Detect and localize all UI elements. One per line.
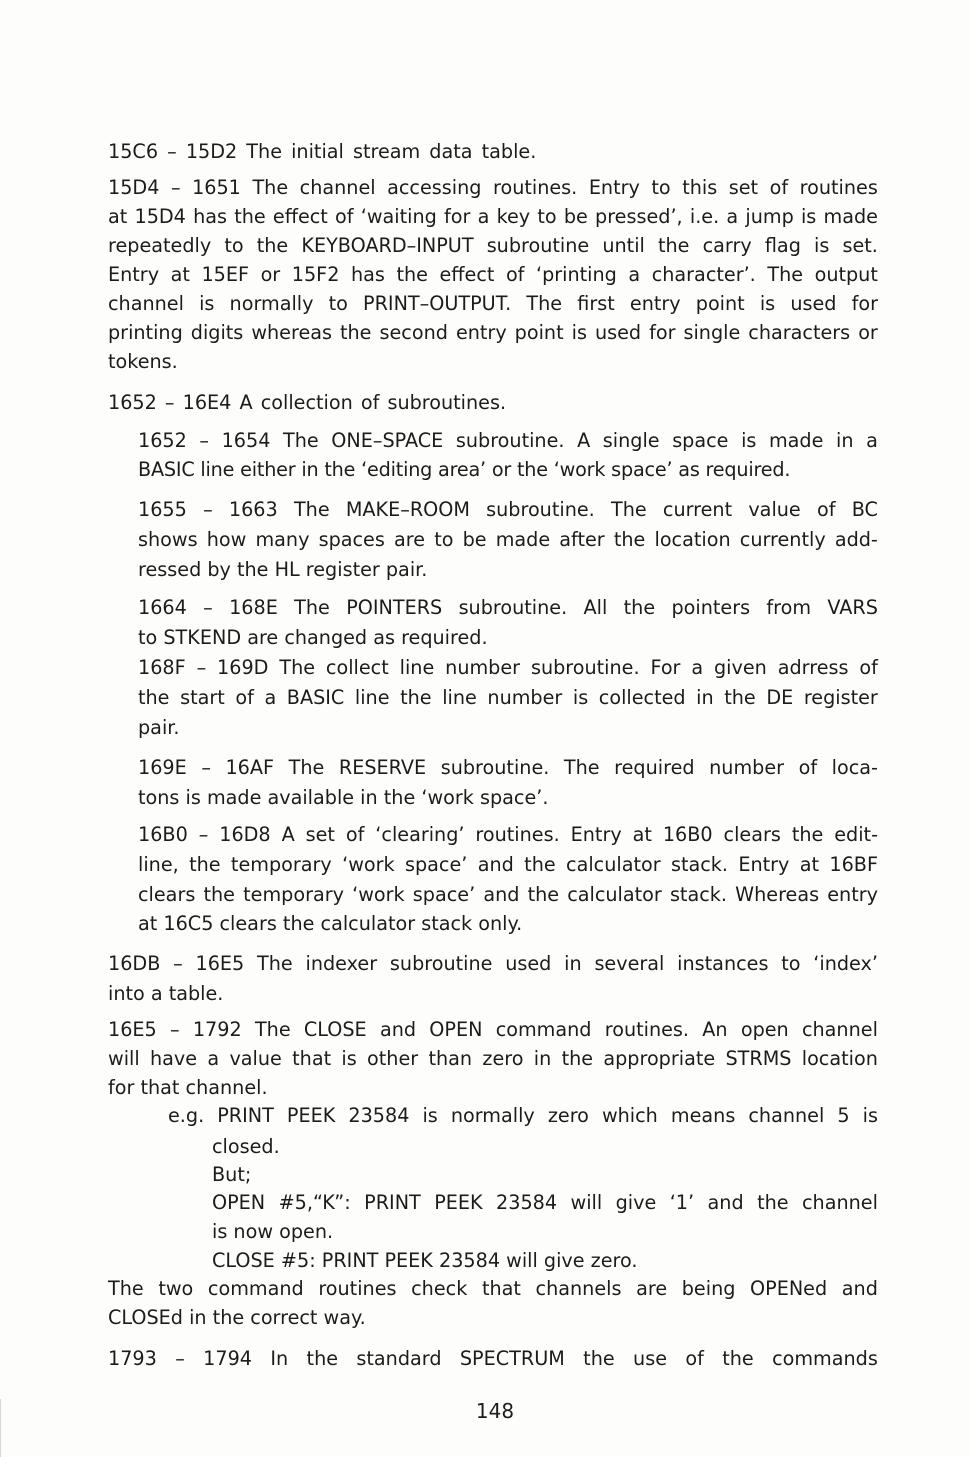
text-line: to STKEND are changed as required. [138,626,488,649]
text-line: into a table. [108,982,224,1005]
text-line: 15C6 – 15D2 The initial stream data table. [108,140,537,163]
text-line: 1652 – 16E4 A collection of subroutines. [108,391,507,414]
text-line: 1655 – 1663 The MAKE–ROOM subroutine. The current value of BC [138,498,878,521]
text-line: the start of a BASIC line the line number is collected in the DE register [138,686,878,709]
page-number: 148 [475,1399,515,1423]
text-line: 16DB – 16E5 The indexer subroutine used in several instances to ‘index’ [108,952,878,975]
text-line: at 15D4 has the effect of ‘waiting for a key to be pressed’, i.e. a jump is made [108,205,878,228]
text-line: 1793 – 1794 In the standard SPECTRUM the use of the commands [108,1347,878,1370]
text-line: will have a value that is other than zero in the appropriate STRMS location [108,1047,878,1070]
text-line: 16E5 – 1792 The CLOSE and OPEN command routines. An open channel [108,1018,878,1041]
text-line: Entry at 15EF or 15F2 has the effect of ‘printing a character’. The output [108,263,878,286]
text-line: closed. [212,1135,280,1158]
text-line: line, the temporary ‘work space’ and the calculator stack. Entry at 16BF [138,853,878,876]
text-line: repeatedly to the KEYBOARD–INPUT subroutine until the carry flag is set. [108,234,878,257]
text-line: 168F – 169D The collect line number subroutine. For a given adrress of [138,656,878,679]
text-line: 1652 – 1654 The ONE–SPACE subroutine. A single space is made in a [138,429,878,452]
text-line: channel is normally to PRINT–OUTPUT. The first entry point is used for [108,292,878,315]
text-line: for that channel. [108,1076,268,1099]
text-line: clears the temporary ‘work space’ and the calculator stack. Whereas entry [138,883,878,906]
text-line: tons is made available in the ‘work space’. [138,786,549,809]
text-line: tokens. [108,350,178,373]
text-line: OPEN #5,“K”: PRINT PEEK 23584 will give ‘1’ and the channel [212,1191,878,1214]
text-line: BASIC line either in the ‘editing area’ or the ‘work space’ as required. [138,458,791,481]
text-line: e.g. PRINT PEEK 23584 is normally zero which means channel 5 is [168,1104,878,1127]
text-line: 169E – 16AF The RESERVE subroutine. The required number of loca- [138,756,878,779]
text-line: is now open. [212,1220,334,1243]
text-line: The two command routines check that channels are being OPENed and [108,1277,878,1300]
text-line: CLOSEd in the correct way. [108,1306,366,1329]
page-edge-line [0,1399,1,1457]
text-line: printing digits whereas the second entry point is used for single characters or [108,321,878,344]
text-line: But; [212,1163,252,1186]
text-line: 15D4 – 1651 The channel accessing routines. Entry to this set of routines [108,176,878,199]
text-line: pair. [138,716,180,739]
text-line: ressed by the HL register pair. [138,558,428,581]
text-line: CLOSE #5: PRINT PEEK 23584 will give zero. [212,1249,638,1272]
text-line: shows how many spaces are to be made after the location currently add- [138,528,878,551]
text-line: 16B0 – 16D8 A set of ‘clearing’ routines. Entry at 16B0 clears the edit- [138,823,878,846]
text-line: 1664 – 168E The POINTERS subroutine. All the pointers from VARS [138,596,878,619]
text-line: at 16C5 clears the calculator stack only. [138,912,523,935]
